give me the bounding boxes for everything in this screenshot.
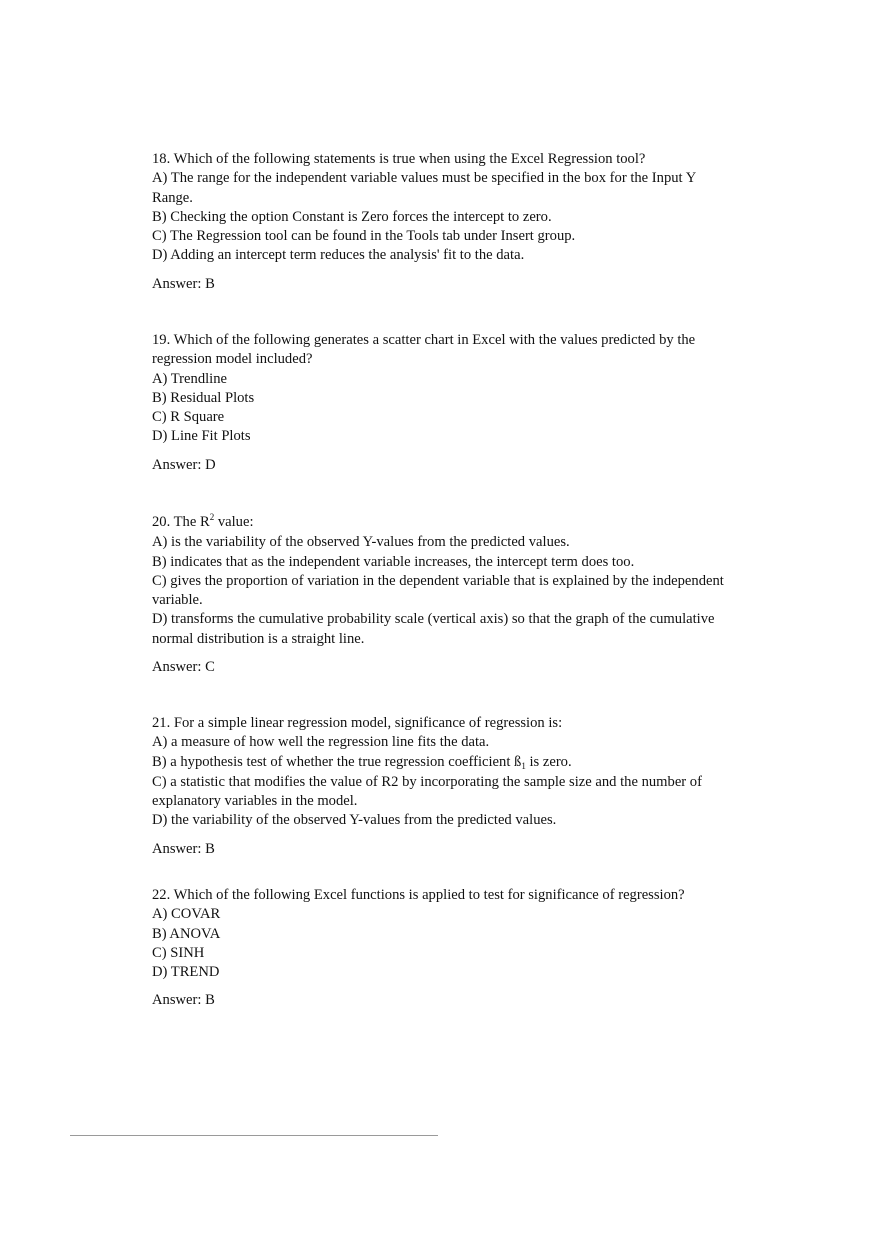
option-a: A) Trendline xyxy=(152,370,227,387)
question-stem: 18. Which of the following statements is true when using the Excel Regression tool? xyxy=(152,151,646,167)
question-20 xyxy=(152,513,732,677)
option-c: C) SINH xyxy=(152,944,205,961)
option-b: B) Residual Plots xyxy=(152,389,255,406)
footnote-rule xyxy=(70,1135,438,1136)
question-stem: 21. For a simple linear regression model, significance of regression is: xyxy=(152,715,563,731)
option-a: A) The range for the independent variable values must be specified in the box for the Input Y Range. xyxy=(152,170,696,206)
option-d: D) Line Fit Plots xyxy=(152,428,251,445)
beta-subscript: 1 xyxy=(521,760,526,771)
option-c: C) The Regression tool can be found in the Tools tab under Insert group. xyxy=(152,228,576,245)
option-b: B) Checking the option Constant is Zero forces the intercept to zero. xyxy=(152,208,552,225)
question-stem xyxy=(152,513,732,533)
option-b xyxy=(152,753,732,773)
option-b: B) indicates that as the independent variable increases, the intercept term does too. xyxy=(152,553,635,570)
answer: Answer: B xyxy=(152,275,215,292)
answer: Answer: B xyxy=(152,992,215,1009)
question-stem: 19. Which of the following generates a scatter chart in Excel with the values predicted by the regression model included? xyxy=(152,332,696,368)
question-18 xyxy=(152,150,732,294)
stem-suffix: value: xyxy=(214,514,254,530)
answer: Answer: B xyxy=(152,840,215,857)
option-d: D) Adding an intercept term reduces the analysis' fit to the data. xyxy=(152,247,525,264)
option-b: B) ANOVA xyxy=(152,925,221,942)
question-22 xyxy=(152,886,732,1011)
option-d: D) the variability of the observed Y-values from the predicted values. xyxy=(152,812,557,829)
option-d: D) transforms the cumulative probability scale (vertical axis) so that the graph of the cumulative normal distribution is a straight line. xyxy=(152,611,715,647)
option-a: A) COVAR xyxy=(152,906,221,923)
option-c: C) R Square xyxy=(152,409,225,426)
option-b-prefix: B) a hypothesis test of whether the true regression coefficient ß xyxy=(152,753,522,770)
option-d: D) TREND xyxy=(152,964,220,981)
option-c: C) gives the proportion of variation in the dependent variable that is explained by the independent variable. xyxy=(152,572,724,609)
question-stem: 22. Which of the following Excel functions is applied to test for significance of regression? xyxy=(152,887,685,903)
answer: Answer: C xyxy=(152,659,215,676)
option-b-suffix: is zero. xyxy=(525,753,572,770)
r-squared-superscript: 2 xyxy=(209,512,215,522)
stem-prefix: 20. The R xyxy=(152,514,210,530)
option-a: A) is the variability of the observed Y-values from the predicted values. xyxy=(152,534,570,551)
answer: Answer: D xyxy=(152,456,216,473)
question-19 xyxy=(152,331,732,475)
option-a: A) a measure of how well the regression line fits the data. xyxy=(152,734,490,751)
option-c: C) a statistic that modifies the value of R2 by incorporating the sample size and the number of explanatory variables in the model. xyxy=(152,773,702,810)
question-21 xyxy=(152,714,732,859)
